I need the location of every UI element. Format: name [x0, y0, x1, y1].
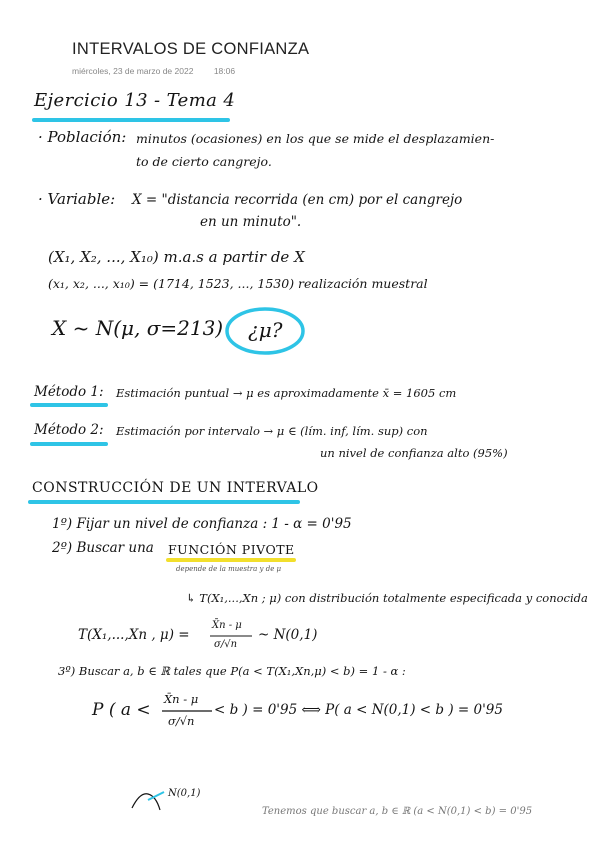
bottom-partial-text: Tenemos que buscar a, b ∈ ℝ (a < N(0,1) < b) = 0'95 [262, 806, 533, 817]
poblacion-line1: minutos (ocasiones) en los que se mide el desplazamien- [136, 131, 495, 146]
step2-prefix: 2º) Buscar una [52, 540, 154, 556]
pivot-description: ↳ T(X₁,...,Xn ; μ) con distribución totalmente especificada y conocida [186, 591, 588, 605]
pivot-frac-den: σ/√n [214, 639, 238, 650]
construccion-heading: CONSTRUCCIÓN DE UN INTERVALO [32, 480, 319, 496]
pivot-def-right: ~ N(0,1) [258, 627, 318, 643]
exercise-heading: Ejercicio 13 - Tema 4 [34, 90, 236, 111]
poblacion-line2: to de cierto cangrejo. [136, 154, 272, 169]
realizacion-line: (x₁, x₂, ..., x₁₀) = (1714, 1523, ..., 1530) realización muestral [48, 276, 428, 291]
poblacion-label: · Población: [38, 128, 127, 146]
metodo2-text: Estimación por intervalo → μ ∈ (lím. inf, lím. sup) con [116, 424, 428, 438]
prob-left: P ( a < [92, 700, 151, 720]
pivot-frac-num: X̄n - μ [212, 620, 242, 631]
prob-right: < b ) = 0'95 ⟺ P( a < N(0,1) < b ) = 0'95 [214, 702, 503, 718]
variable-line2: en un minuto". [200, 214, 302, 230]
bell-curve-mark [148, 792, 164, 800]
step2-note: depende de la muestra y de μ [176, 565, 282, 573]
metodo2-label: Método 2: [34, 422, 104, 438]
metodo1-text: Estimación puntual → μ es aproximadamente x̄ = 1605 cm [116, 386, 457, 400]
variable-label: · Variable: [38, 190, 116, 208]
metodo2-text2: un nivel de confianza alto (95%) [320, 446, 508, 460]
bottom-normal-label: N(0,1) [168, 788, 201, 799]
pivot-def-left: T(X₁,...,Xn , μ) = [78, 627, 190, 643]
step1-text: 1º) Fijar un nivel de confianza : 1 - α = 0'95 [52, 516, 352, 532]
question-circle [227, 309, 303, 353]
note-title: INTERVALOS DE CONFIANZA [72, 40, 310, 58]
prob-frac-num: X̄n - μ [164, 692, 199, 706]
question-mu: ¿μ? [248, 318, 283, 342]
step2-highlight: FUNCIÓN PIVOTE [168, 542, 295, 557]
mas-line: (X₁, X₂, ..., X₁₀) m.a.s a partir de X [48, 248, 305, 266]
prob-frac-den: σ/√n [168, 714, 195, 728]
distribution-formula: X ~ N(μ, σ=213) [52, 316, 224, 340]
note-time: 18:06 [213, 66, 236, 76]
metodo1-label: Método 1: [34, 384, 104, 400]
note-date: miércoles, 23 de marzo de 2022 [72, 66, 194, 76]
variable-line1: X = "distancia recorrida (en cm) por el cangrejo [132, 192, 463, 208]
step3-text: 3º) Buscar a, b ∈ ℝ tales que P(a < T(X₁,Xn,μ) < b) = 1 - α : [58, 664, 406, 678]
